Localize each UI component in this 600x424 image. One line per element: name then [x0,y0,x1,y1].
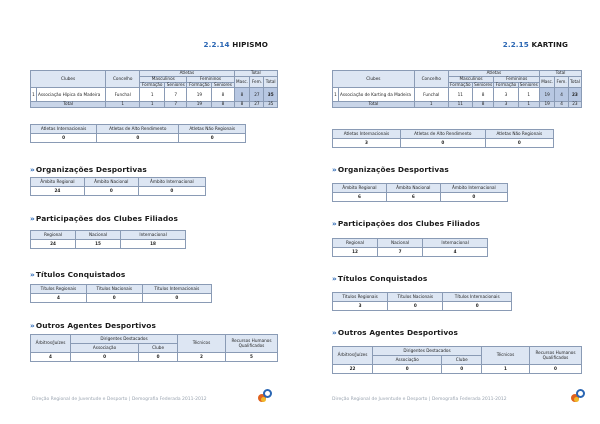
col-associacao: Associação [373,356,442,365]
arrow-glyph: » [332,165,337,174]
col-masc: Masc. [540,76,555,88]
header: Âmbito Nacional [386,184,440,193]
header: Âmbito Internacional [138,178,205,187]
header: Atletas Não Regionais [179,125,246,134]
arrow-glyph: » [30,165,35,174]
cell: 18 [121,240,186,249]
cell: 8 [234,102,250,108]
col-atletas: Atletas [140,71,234,77]
col-total: Total [540,71,582,77]
cell: 12 [333,248,378,257]
cell: 0 [71,353,139,362]
section-name: KARTING [531,40,568,49]
cell: 11 [448,88,472,102]
total-label: Total [333,102,415,108]
tit-table [30,284,212,303]
cell: 0 [139,353,178,362]
cell: 23 [568,88,581,102]
drjd-logo-icon [258,389,273,404]
cell: 27 [250,88,264,102]
col-seniores: Seniores [165,82,187,88]
cell: 3 [494,102,518,108]
total-row [31,102,278,108]
header: Atletas Internacionais [31,125,97,134]
col-femininos: Femininos [187,76,234,82]
col-tecnicos: Técnicos [482,347,530,365]
section-title [204,40,268,49]
col-formacao: Formação [187,82,212,88]
cell: 24 [31,187,85,196]
cell: 23 [568,102,581,108]
cell: 0 [86,294,142,303]
cell: 7 [165,88,187,102]
cell: 4 [31,353,71,362]
org-heading [332,165,449,174]
header: Títulos Internacionais [443,293,512,302]
header: Atletas de Alto Rendimento [401,130,486,139]
cell: 4 [31,294,87,303]
header: Títulos Regionais [333,293,388,302]
table-row [333,88,582,102]
col-dirigentes: Dirigentes Destacados [71,335,178,344]
concelho: Funchal [106,88,140,102]
header: Âmbito Regional [31,178,85,187]
col-masc: Masc. [234,76,250,88]
header: Regional [31,231,76,240]
table-row [31,88,278,102]
club-name: Associação Hípica da Madeira [37,88,106,102]
col-seniores: Seniores [474,81,493,87]
cell: 35 [264,102,278,108]
arrow-glyph: » [30,270,35,279]
col-associacao: Associação [71,344,139,353]
cell: 19 [540,88,555,102]
cell: 8 [234,88,250,102]
cell: 3 [494,88,518,102]
col-clube: Clube [442,356,482,365]
org-title: Organizações Desportivas [35,165,147,174]
part-title: Participações dos Clubes Filiados [35,214,178,223]
header: Atletas Não Regionais [485,130,553,139]
col-fem: Fem. [555,76,568,88]
cell: 1 [482,365,530,374]
cell: 1 [106,102,140,108]
right-page [300,0,600,424]
cell: 27 [250,102,264,108]
clubs-table [332,70,582,108]
org-table [332,183,508,202]
col-total2: Total [264,76,278,88]
cell: 8 [472,102,494,108]
col-seniores: Seniores [212,82,234,88]
footer-text: Direção Regional de Juventude e Desporto | Demografia Federada 2011-2012 [32,397,207,402]
cell: 0 [97,134,179,143]
col-clubes: Clubes [333,71,415,88]
cell: 24 [31,240,76,249]
col-rh: Recursos Humanos Qualificados [226,335,278,353]
outros-heading [30,321,156,330]
cell: 4 [555,88,568,102]
header: Âmbito Regional [333,184,387,193]
outros-title: Outros Agentes Desportivos [337,328,458,337]
tit-title: Títulos Conquistados [337,274,428,283]
part-heading [30,214,178,223]
part-table [30,230,186,249]
arrow-glyph: » [30,214,35,223]
cell: 0 [31,134,97,143]
cell: 1 [518,102,540,108]
header: Títulos Nacionais [388,293,443,302]
header: Internacional [423,239,488,248]
col-total: Total [234,71,277,77]
header: Âmbito Nacional [84,178,138,187]
col-clubes: Clubes [31,71,106,88]
part-title: Participações dos Clubes Filiados [337,219,480,228]
cell: 19 [187,102,212,108]
tit-heading [30,270,125,279]
drjd-logo-icon [571,389,586,404]
header: Títulos Internacionais [142,285,211,294]
header: Nacional [378,239,423,248]
header: Títulos Nacionais [86,285,142,294]
outros-title: Outros Agentes Desportivos [35,321,156,330]
cell: 15 [76,240,121,249]
cell: 4 [423,248,488,257]
cell: 0 [179,134,246,143]
col-seniores: Seniores [519,81,538,87]
atletas-table [332,129,554,148]
col-formacao: Formação [495,81,517,87]
arrow-glyph: » [332,328,337,337]
cell: 6 [386,193,440,202]
cell: 8 [212,102,234,108]
atletas-table [30,124,246,143]
cell: 19 [187,88,212,102]
header: Âmbito Internacional [440,184,507,193]
section-name: HIPISMO [232,40,268,49]
cell: 0 [443,302,512,311]
cell: 7 [378,248,423,257]
cell: 35 [264,88,278,102]
section-number: 2.2.15 [502,40,529,49]
cell: 0 [440,193,507,202]
cell: 0 [485,139,553,148]
section-title [503,40,568,49]
col-tecnicos: Técnicos [178,335,226,353]
col-fem: Fem. [250,76,264,88]
row-index: 1 [333,88,339,102]
cell: 11 [448,102,472,108]
cell: 0 [442,365,482,374]
cell: 19 [540,102,555,108]
col-masculinos: Masculinos [140,76,187,82]
tit-table [332,292,512,311]
cell: 0 [401,139,486,148]
header: Títulos Regionais [31,285,87,294]
header: Regional [333,239,378,248]
club-name: Associação de Karting da Madeira [339,88,415,102]
arrow-glyph: » [30,321,35,330]
cell: 22 [333,365,373,374]
org-title: Organizações Desportivas [337,165,449,174]
header: Atletas de Alto Rendimento [97,125,179,134]
cell: 1 [518,88,540,102]
cell: 0 [84,187,138,196]
col-arbitros: Árbitros/Juízes [333,347,373,365]
cell: 8 [212,88,234,102]
col-rh: Recursos Humanos Qualificados [530,347,582,365]
org-heading [30,165,147,174]
footer-text: Direção Regional de Juventude e Desporto | Demografia Federada 2011-2012 [332,397,507,402]
col-concelho: Concelho [106,71,140,88]
cell: 0 [388,302,443,311]
outros-table [332,346,582,374]
cell: 3 [333,139,401,148]
cell: 1 [414,102,448,108]
cell: 1 [140,88,165,102]
header: Atletas Internacionais [333,130,401,139]
cell: 5 [226,353,278,362]
cell: 3 [333,302,388,311]
concelho: Funchal [414,88,448,102]
tit-heading [332,274,427,283]
col-formacao: Formação [140,82,165,88]
total-label: Total [31,102,106,108]
header: Nacional [76,231,121,240]
arrow-glyph: » [332,219,337,228]
col-dirigentes: Dirigentes Destacados [373,347,482,356]
cell: 6 [333,193,387,202]
cell: 8 [472,88,494,102]
col-femininos: Femininos [494,76,540,82]
cell: 2 [178,353,226,362]
cell: 1 [140,102,165,108]
col-formacao: Formação [450,81,471,87]
cell: 0 [138,187,205,196]
col-masculinos: Masculinos [448,76,494,82]
cell: 0 [142,294,211,303]
cell: 0 [530,365,582,374]
col-atletas: Atletas [448,71,539,77]
header: Internacional [121,231,186,240]
part-table [332,238,488,257]
col-total2: Total [568,76,581,88]
outros-table [30,334,278,362]
tit-title: Títulos Conquistados [35,270,126,279]
row-index: 1 [31,88,37,102]
section-number: 2.2.14 [203,40,230,49]
total-row [333,102,582,108]
org-table [30,177,206,196]
cell: 4 [555,102,568,108]
arrow-glyph: » [332,274,337,283]
col-clube: Clube [139,344,178,353]
cell: 7 [165,102,187,108]
outros-heading [332,328,458,337]
part-heading [332,219,480,228]
cell: 0 [373,365,442,374]
col-concelho: Concelho [414,71,448,88]
col-arbitros: Árbitros/Juízes [31,335,71,353]
clubs-table [30,70,278,108]
